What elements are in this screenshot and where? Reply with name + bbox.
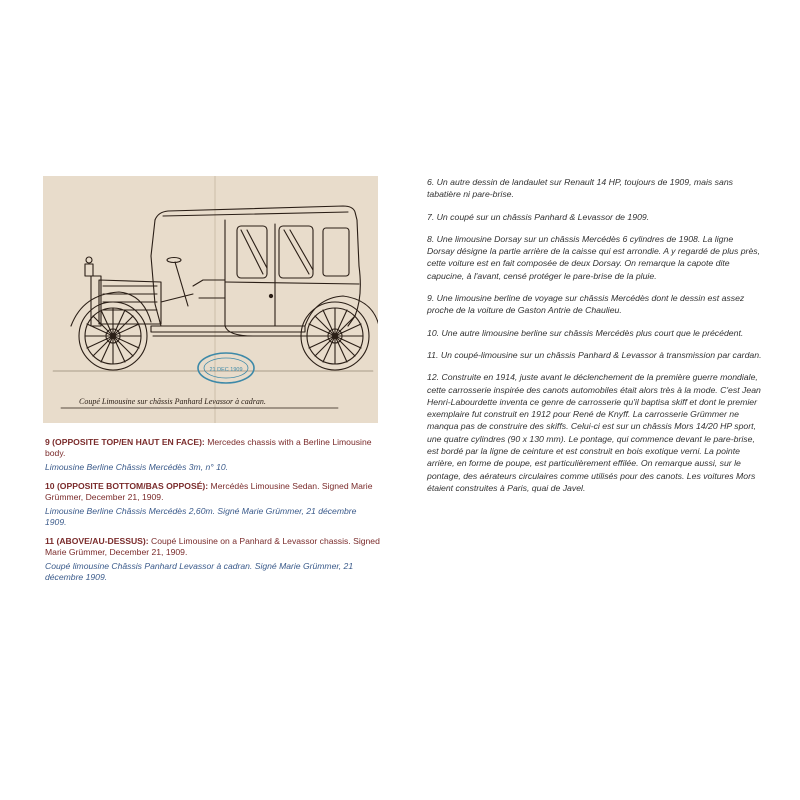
caption-11 <box>45 536 380 583</box>
body-text-column <box>427 176 762 504</box>
caption-french: Limousine Berline Châssis Mercédès 3m, n° 10. <box>45 462 229 472</box>
caption-text: Mercedes chassis with a Berline Limousine body. <box>45 437 372 458</box>
caption-french: Coupé limousine Châssis Panhard Levassor à cadran. Signé Marie Grümmer, 21 décembre 1909. <box>45 561 354 582</box>
caption-label: 10 (OPPOSITE BOTTOM/BAS OPPOSÉ): <box>45 481 209 491</box>
caption-9 <box>45 437 380 473</box>
caption-10 <box>45 481 380 528</box>
figure-captions <box>45 437 380 591</box>
coupe-limousine-drawing <box>43 176 378 423</box>
paragraph-11: 11. Un coupé-limousine sur un châssis Panhard & Levassor à transmission par cardan. <box>427 349 762 360</box>
stamp-date: 21 DEC 1909 <box>209 367 243 373</box>
car-drawing-figure <box>43 176 378 423</box>
handwritten-caption: Coupé Limousine sur châssis Panhard Levassor à cadran. <box>79 397 266 406</box>
paragraph-10: 10. Une autre limousine berline sur châssis Mercédès plus court que le précédent. <box>427 327 744 338</box>
paragraph-8: 8. Une limousine Dorsay sur un châssis Mercédès 6 cylindres de 1908. La ligne Dorsay désigne la partie arrière de la caisse qui est arrondie. A y regardé de plus près, cette voiture est en fait composée de deux Dorsay. On remarque la capote dite capucine, à l'avant, censé protéger le pare-brise de la pluie. <box>427 233 761 281</box>
paragraph-7: 7. Un coupé sur un châssis Panhard & Levassor de 1909. <box>427 211 650 222</box>
caption-text: Coupé Limousine on a Panhard & Levassor chassis. Signed Marie Grümmer, December 21, 1909. <box>45 536 380 557</box>
paragraph-12: 12. Construite en 1914, juste avant le déclenchement de la première guerre mondiale, cette carrosserie inspirée des canots automobiles était alors très à la mode. C'est Jean Henri-Labourdette inventa ce genre de carrosserie qu'il baptisa skiff et dont le premier exemplaire fut construit en 1912 pour René de Knyff. La carrosserie Grümmer ne manqua pas de construire des skiffs. Celui-ci est sur un châssis Mors 14/20 HP sport, une quatre cylindres (90 x 130 mm). Le pontage, qui commence devant le pare-brise, est bordé par la ligne de ceinture et est construit en bois exotique verni. La pointe arrière, en forme de poupe, est particulièrement effilée. On remarque aussi, sur le pontage, des aérateurs circulaires comme utilisés pour des canots. Les voitures Mors étaient construites à Paris, quai de Javel. <box>427 372 761 493</box>
paragraph-9: 9. Une limousine berline de voyage sur châssis Mercédès dont le dessin est assez proche de la voiture de Gaston Antrie de Chaulieu. <box>427 293 745 316</box>
caption-label: 11 (ABOVE/AU-DESSUS): <box>45 536 149 546</box>
paragraph-6: 6. Un autre dessin de landaulet sur Renault 14 HP, toujours de 1909, mais sans tabatière ni pare-brise. <box>427 177 734 200</box>
caption-french: Limousine Berline Châssis Mercédès 2,60m. Signé Marie Grümmer, 21 décembre 1909. <box>45 506 357 527</box>
caption-text: Mercédès Limousine Sedan. Signed Marie Grümmer, December 21, 1909. <box>45 481 373 502</box>
caption-label: 9 (OPPOSITE TOP/EN HAUT EN FACE): <box>45 437 205 447</box>
